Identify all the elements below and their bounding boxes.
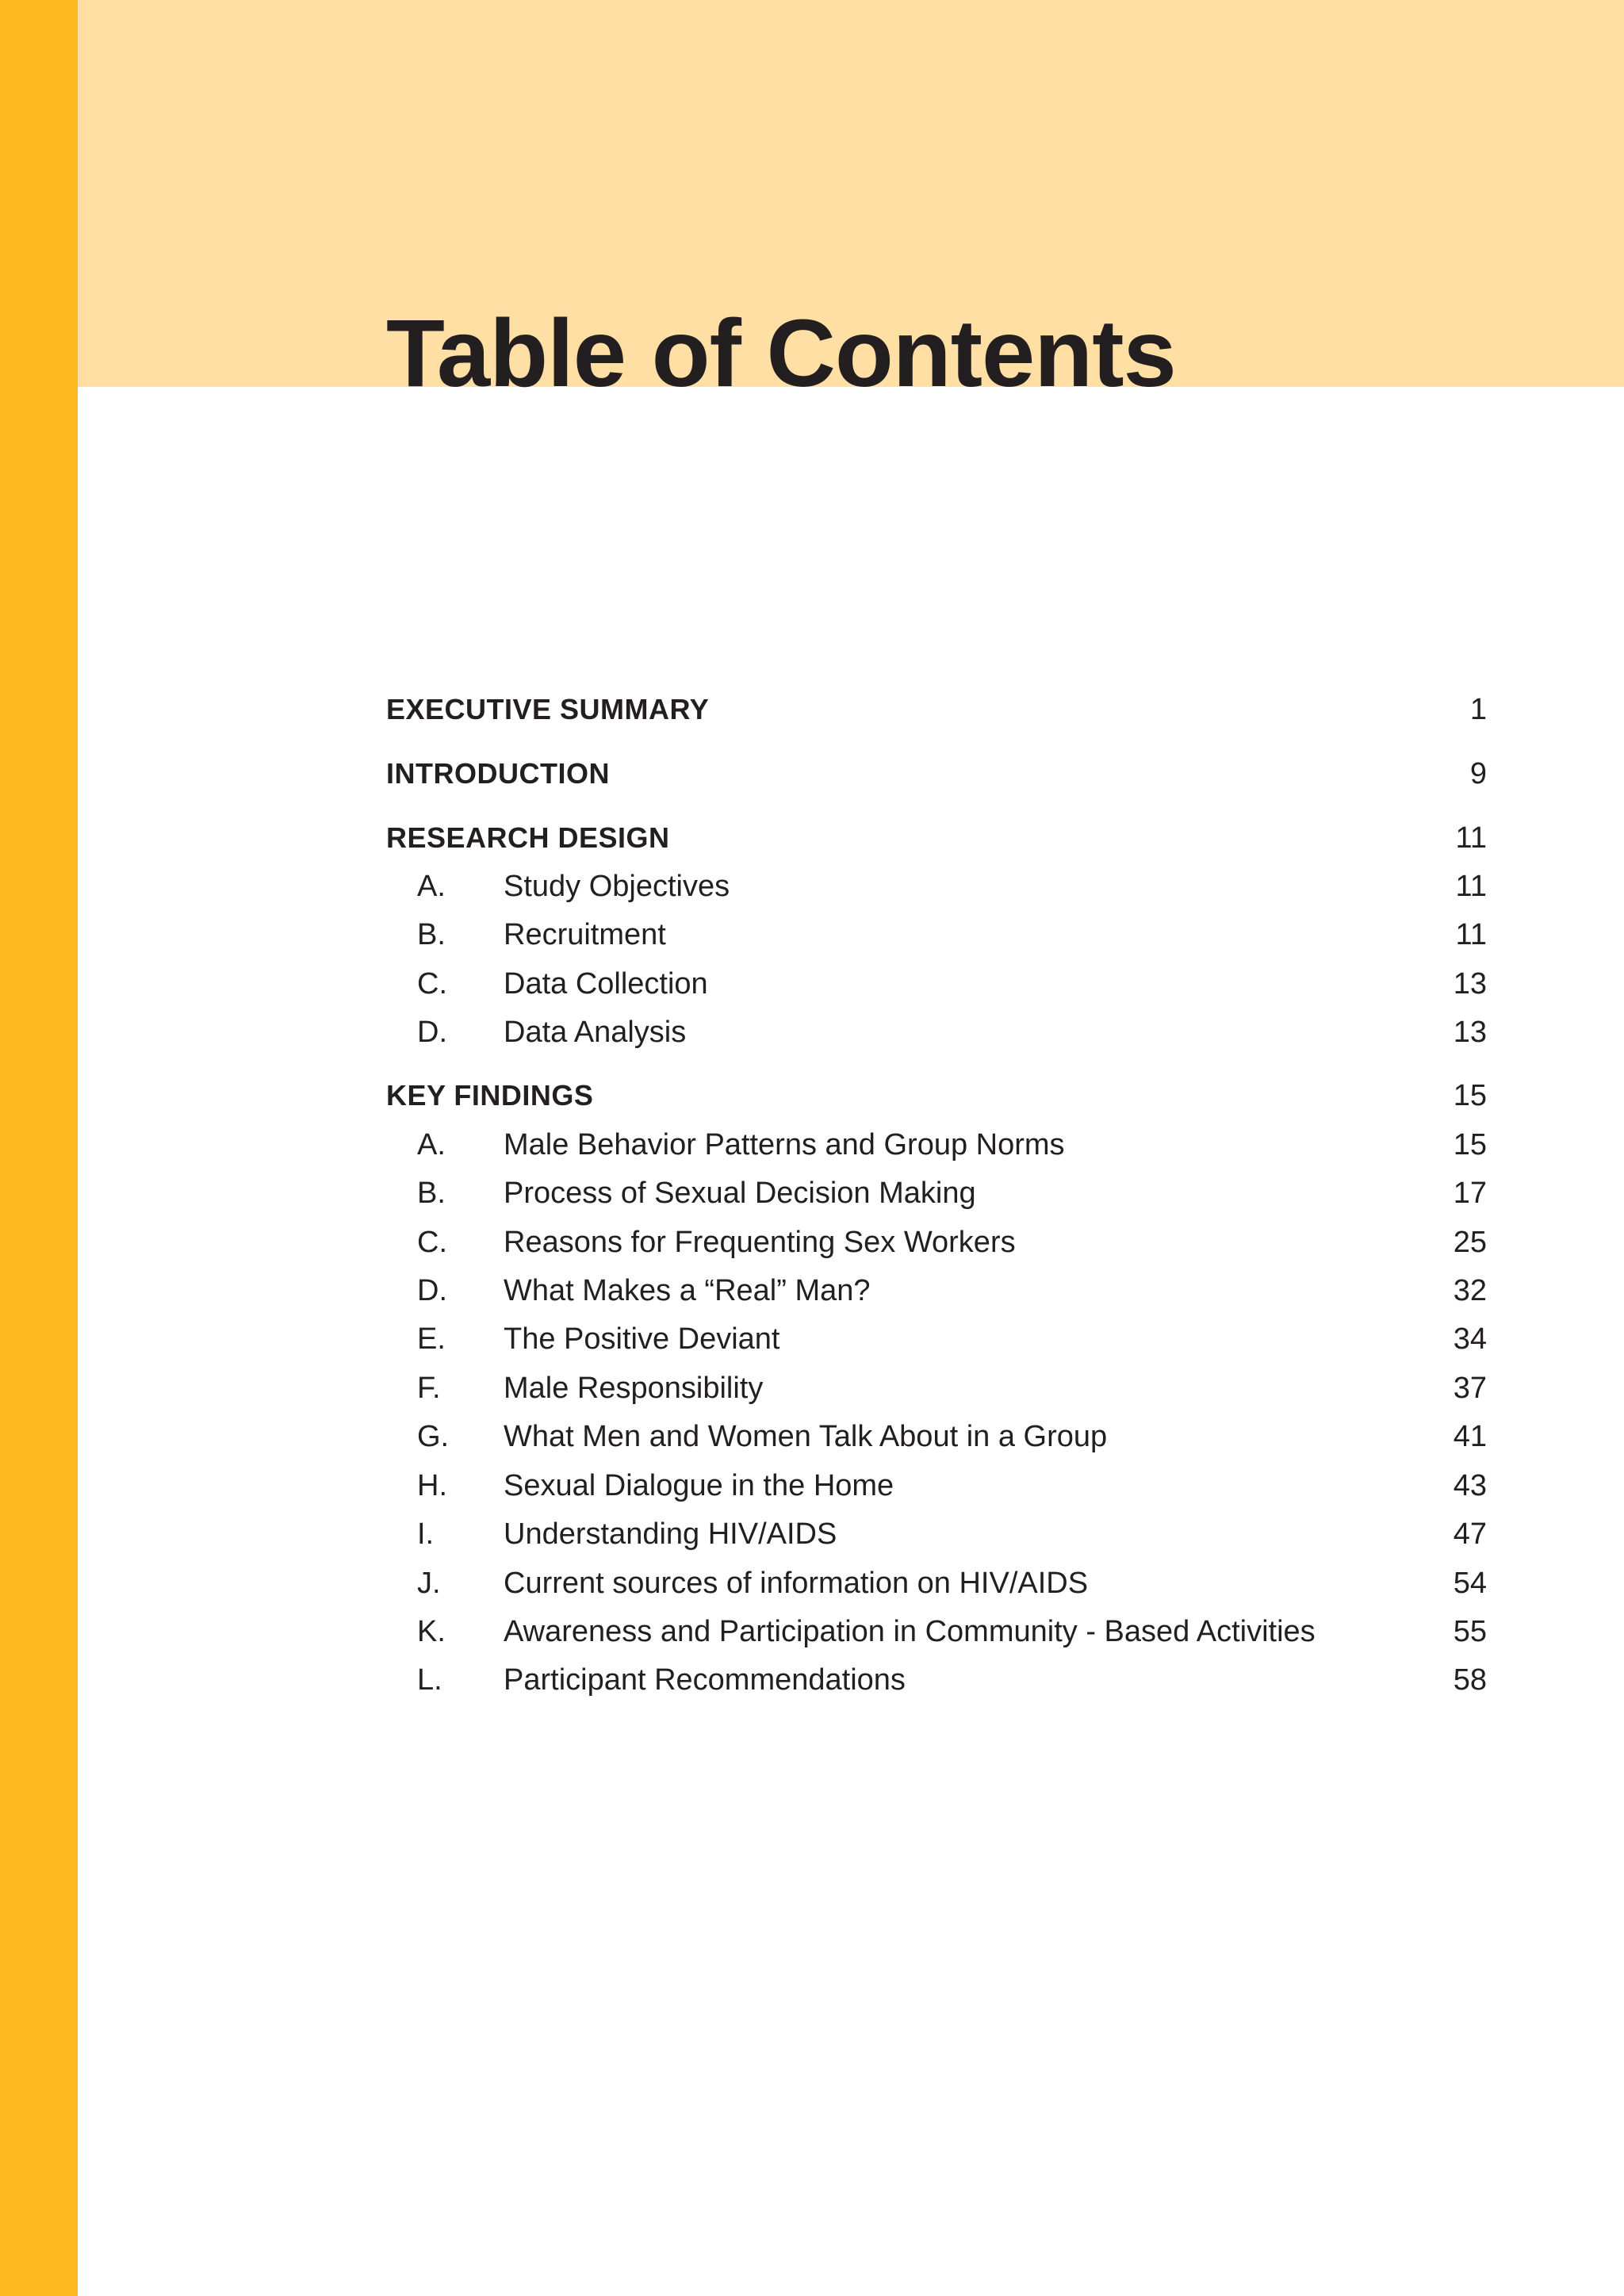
toc-item-letter: A.: [417, 870, 446, 903]
toc-page-number: 41: [1453, 1420, 1487, 1453]
toc-item-label: Male Behavior Patterns and Group Norms: [504, 1128, 1065, 1161]
toc-page-number: 43: [1453, 1469, 1487, 1502]
toc-item-letter: A.: [417, 1128, 446, 1161]
toc-subentry-study-objectives[interactable]: [386, 864, 1487, 909]
toc-page-number: 11: [1455, 918, 1487, 951]
toc-subentry-sexual-dialogue-home[interactable]: [386, 1464, 1487, 1508]
toc-item-label: Process of Sexual Decision Making: [504, 1177, 976, 1210]
toc-item-letter: B.: [417, 918, 446, 951]
toc-subentry-male-behavior-patterns[interactable]: [386, 1123, 1487, 1167]
toc-subentry-sexual-decision-making[interactable]: [386, 1171, 1487, 1215]
toc-page-number: 9: [1469, 757, 1487, 790]
toc-item-label: Awareness and Participation in Community - Based Activities: [504, 1615, 1316, 1648]
toc-subentry-community-activities[interactable]: [386, 1609, 1487, 1654]
toc-item-letter: C.: [417, 1226, 447, 1259]
toc-page-number: 47: [1453, 1517, 1487, 1551]
toc-page-number: 15: [1453, 1128, 1487, 1161]
toc-subentry-frequenting-sex-workers[interactable]: [386, 1220, 1487, 1265]
toc-item-letter: D.: [417, 1016, 447, 1049]
toc-page-number: 34: [1453, 1322, 1487, 1356]
toc-page-number: 25: [1453, 1226, 1487, 1259]
toc-item-letter: K.: [417, 1615, 446, 1648]
toc-item-letter: E.: [417, 1322, 446, 1356]
toc-item-letter: H.: [417, 1469, 447, 1502]
toc-subentry-recruitment[interactable]: [386, 913, 1487, 957]
toc-item-letter: C.: [417, 967, 447, 1001]
toc-item-letter: L.: [417, 1663, 442, 1697]
side-color-bar: [0, 0, 78, 2296]
toc-subentry-information-sources[interactable]: [386, 1561, 1487, 1605]
toc-entry-key-findings[interactable]: [386, 1073, 1487, 1118]
toc-page-number: 13: [1453, 967, 1487, 1001]
toc-item-label: Male Responsibility: [504, 1372, 764, 1405]
toc-page-number: 54: [1453, 1567, 1487, 1600]
toc-item-letter: F.: [417, 1372, 441, 1405]
toc-entry-executive-summary[interactable]: [386, 687, 1487, 732]
page-title: Table of Contents: [386, 299, 1176, 407]
toc-item-label: Recruitment: [504, 918, 666, 951]
toc-item-label: What Makes a “Real” Man?: [504, 1274, 871, 1307]
toc-page-number: 37: [1453, 1372, 1487, 1405]
toc-page-number: 13: [1453, 1016, 1487, 1049]
toc-entry-research-design[interactable]: [386, 816, 1487, 860]
toc-page-number: 55: [1453, 1615, 1487, 1648]
toc-page-number: 58: [1453, 1663, 1487, 1697]
toc-item-label: Reasons for Frequenting Sex Workers: [504, 1226, 1016, 1259]
toc-page-number: 15: [1453, 1079, 1487, 1112]
toc-item-letter: I.: [417, 1517, 435, 1551]
table-of-contents: [386, 0, 1487, 2296]
toc-item-label: Study Objectives: [504, 870, 730, 903]
toc-subentry-positive-deviant[interactable]: [386, 1317, 1487, 1361]
toc-item-label: Current sources of information on HIV/AIDS: [504, 1567, 1089, 1600]
toc-subentry-understanding-hiv[interactable]: [386, 1512, 1487, 1556]
toc-item-letter: B.: [417, 1177, 446, 1210]
toc-item-letter: J.: [417, 1567, 441, 1600]
toc-subentry-male-responsibility[interactable]: [386, 1366, 1487, 1410]
toc-section-label: KEY FINDINGS: [386, 1079, 594, 1112]
toc-item-label: Participant Recommendations: [504, 1663, 906, 1697]
toc-section-label: EXECUTIVE SUMMARY: [386, 693, 710, 725]
toc-page-number: 17: [1453, 1177, 1487, 1210]
toc-page-number: 11: [1455, 821, 1487, 855]
toc-subentry-group-talk[interactable]: [386, 1414, 1487, 1459]
toc-item-label: Understanding HIV/AIDS: [504, 1517, 837, 1551]
toc-item-label: Sexual Dialogue in the Home: [504, 1469, 894, 1502]
toc-item-label: Data Collection: [504, 967, 708, 1001]
toc-item-letter: G.: [417, 1420, 450, 1453]
toc-page-number: 1: [1469, 693, 1487, 726]
toc-item-letter: D.: [417, 1274, 447, 1307]
toc-page-number: 11: [1455, 870, 1487, 903]
toc-entry-introduction[interactable]: [386, 752, 1487, 796]
toc-item-label: The Positive Deviant: [504, 1322, 780, 1356]
toc-page-number: 32: [1453, 1274, 1487, 1307]
toc-subentry-real-man[interactable]: [386, 1269, 1487, 1313]
toc-item-label: What Men and Women Talk About in a Group: [504, 1420, 1108, 1453]
toc-subentry-data-analysis[interactable]: [386, 1010, 1487, 1054]
toc-section-label: INTRODUCTION: [386, 757, 610, 790]
toc-subentry-data-collection[interactable]: [386, 962, 1487, 1006]
toc-section-label: RESEARCH DESIGN: [386, 821, 670, 854]
toc-subentry-participant-recommendations[interactable]: [386, 1658, 1487, 1702]
toc-item-label: Data Analysis: [504, 1016, 687, 1049]
